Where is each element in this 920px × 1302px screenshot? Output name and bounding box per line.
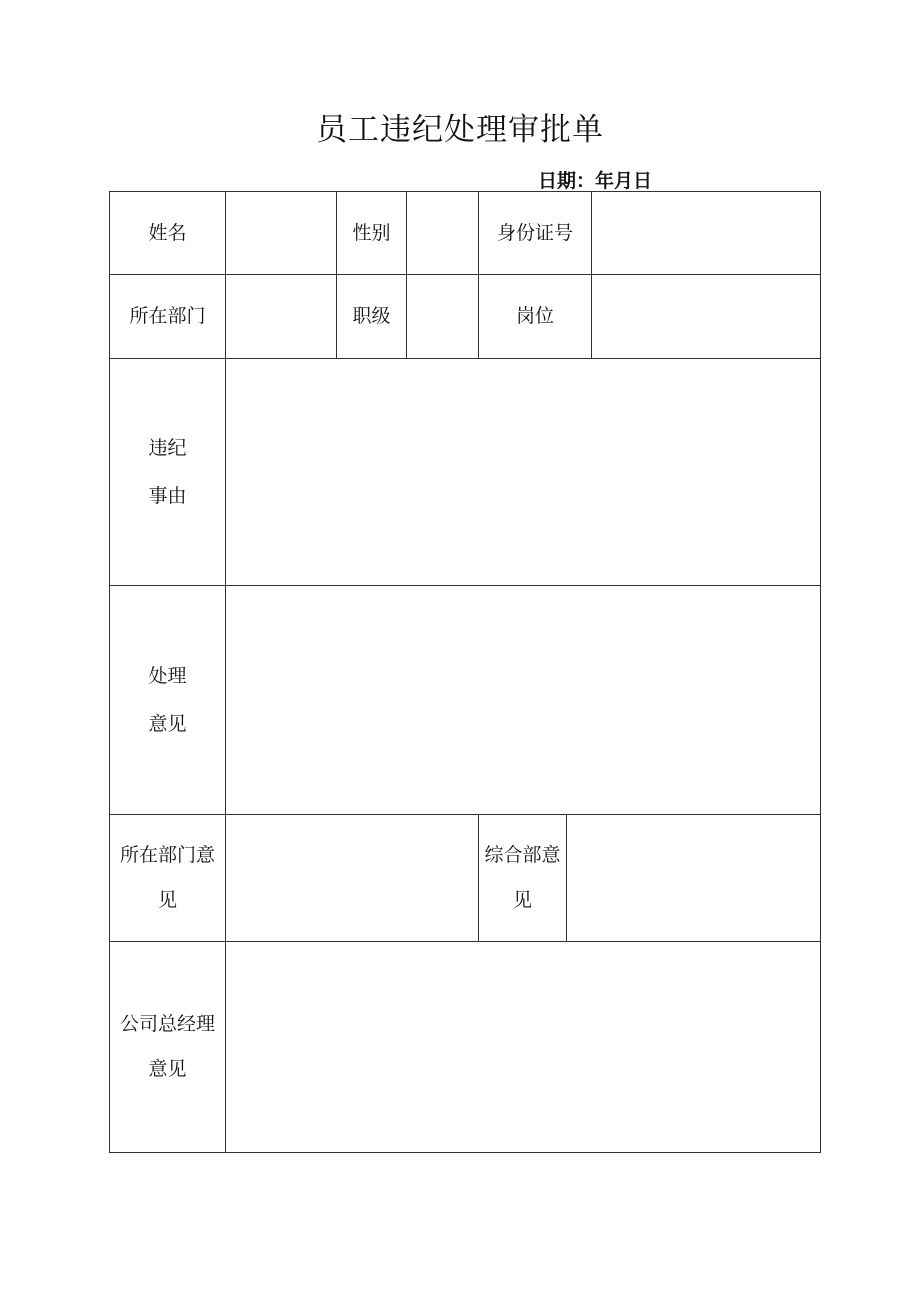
department-opinion-label-line1: 所在部门意 [119,844,215,866]
gm-opinion-value-cell[interactable] [226,942,821,1153]
date-label: 日期：年月日 [538,170,653,192]
rank-value-cell[interactable] [407,275,479,359]
violation-reason-label [110,359,226,586]
handling-opinion-label-line2: 意见 [148,713,187,735]
violation-reason-label-line2: 事由 [148,485,187,507]
id-number-value-cell[interactable] [592,192,821,275]
handling-opinion-label-line1: 处理 [148,665,187,687]
form-title: 员工违纪处理审批单 [316,112,604,148]
gm-opinion-label-line1: 公司总经理 [119,1013,215,1035]
department-value-cell[interactable] [226,275,337,359]
rank-label: 职级 [337,275,407,359]
position-label: 岗位 [479,275,592,359]
id-number-label: 身份证号 [479,192,592,275]
department-opinion-value-cell[interactable] [226,815,479,942]
gender-value-cell[interactable] [407,192,479,275]
violation-reason-value-cell[interactable] [226,359,821,586]
general-dept-opinion-value-cell[interactable] [567,815,821,942]
table-row [110,359,821,586]
position-value-cell[interactable] [592,275,821,359]
name-label: 姓名 [110,192,226,275]
table-row [110,586,821,815]
table-row [110,942,821,1153]
department-opinion-label [110,815,226,942]
handling-opinion-label [110,586,226,815]
general-dept-opinion-label [479,815,567,942]
gm-opinion-label [110,942,226,1153]
name-value-cell[interactable] [226,192,337,275]
approval-form-table [109,191,821,1153]
department-label: 所在部门 [110,275,226,359]
table-row [110,192,821,275]
handling-opinion-value-cell[interactable] [226,586,821,815]
table-row [110,275,821,359]
department-opinion-label-line2: 见 [157,889,177,911]
table-row [110,815,821,942]
gender-label: 性别 [337,192,407,275]
gm-opinion-label-line2: 意见 [148,1058,187,1080]
general-dept-opinion-label-line2: 见 [512,889,532,911]
violation-reason-label-line1: 违纪 [148,437,187,459]
general-dept-opinion-label-line1: 综合部意 [484,844,561,866]
